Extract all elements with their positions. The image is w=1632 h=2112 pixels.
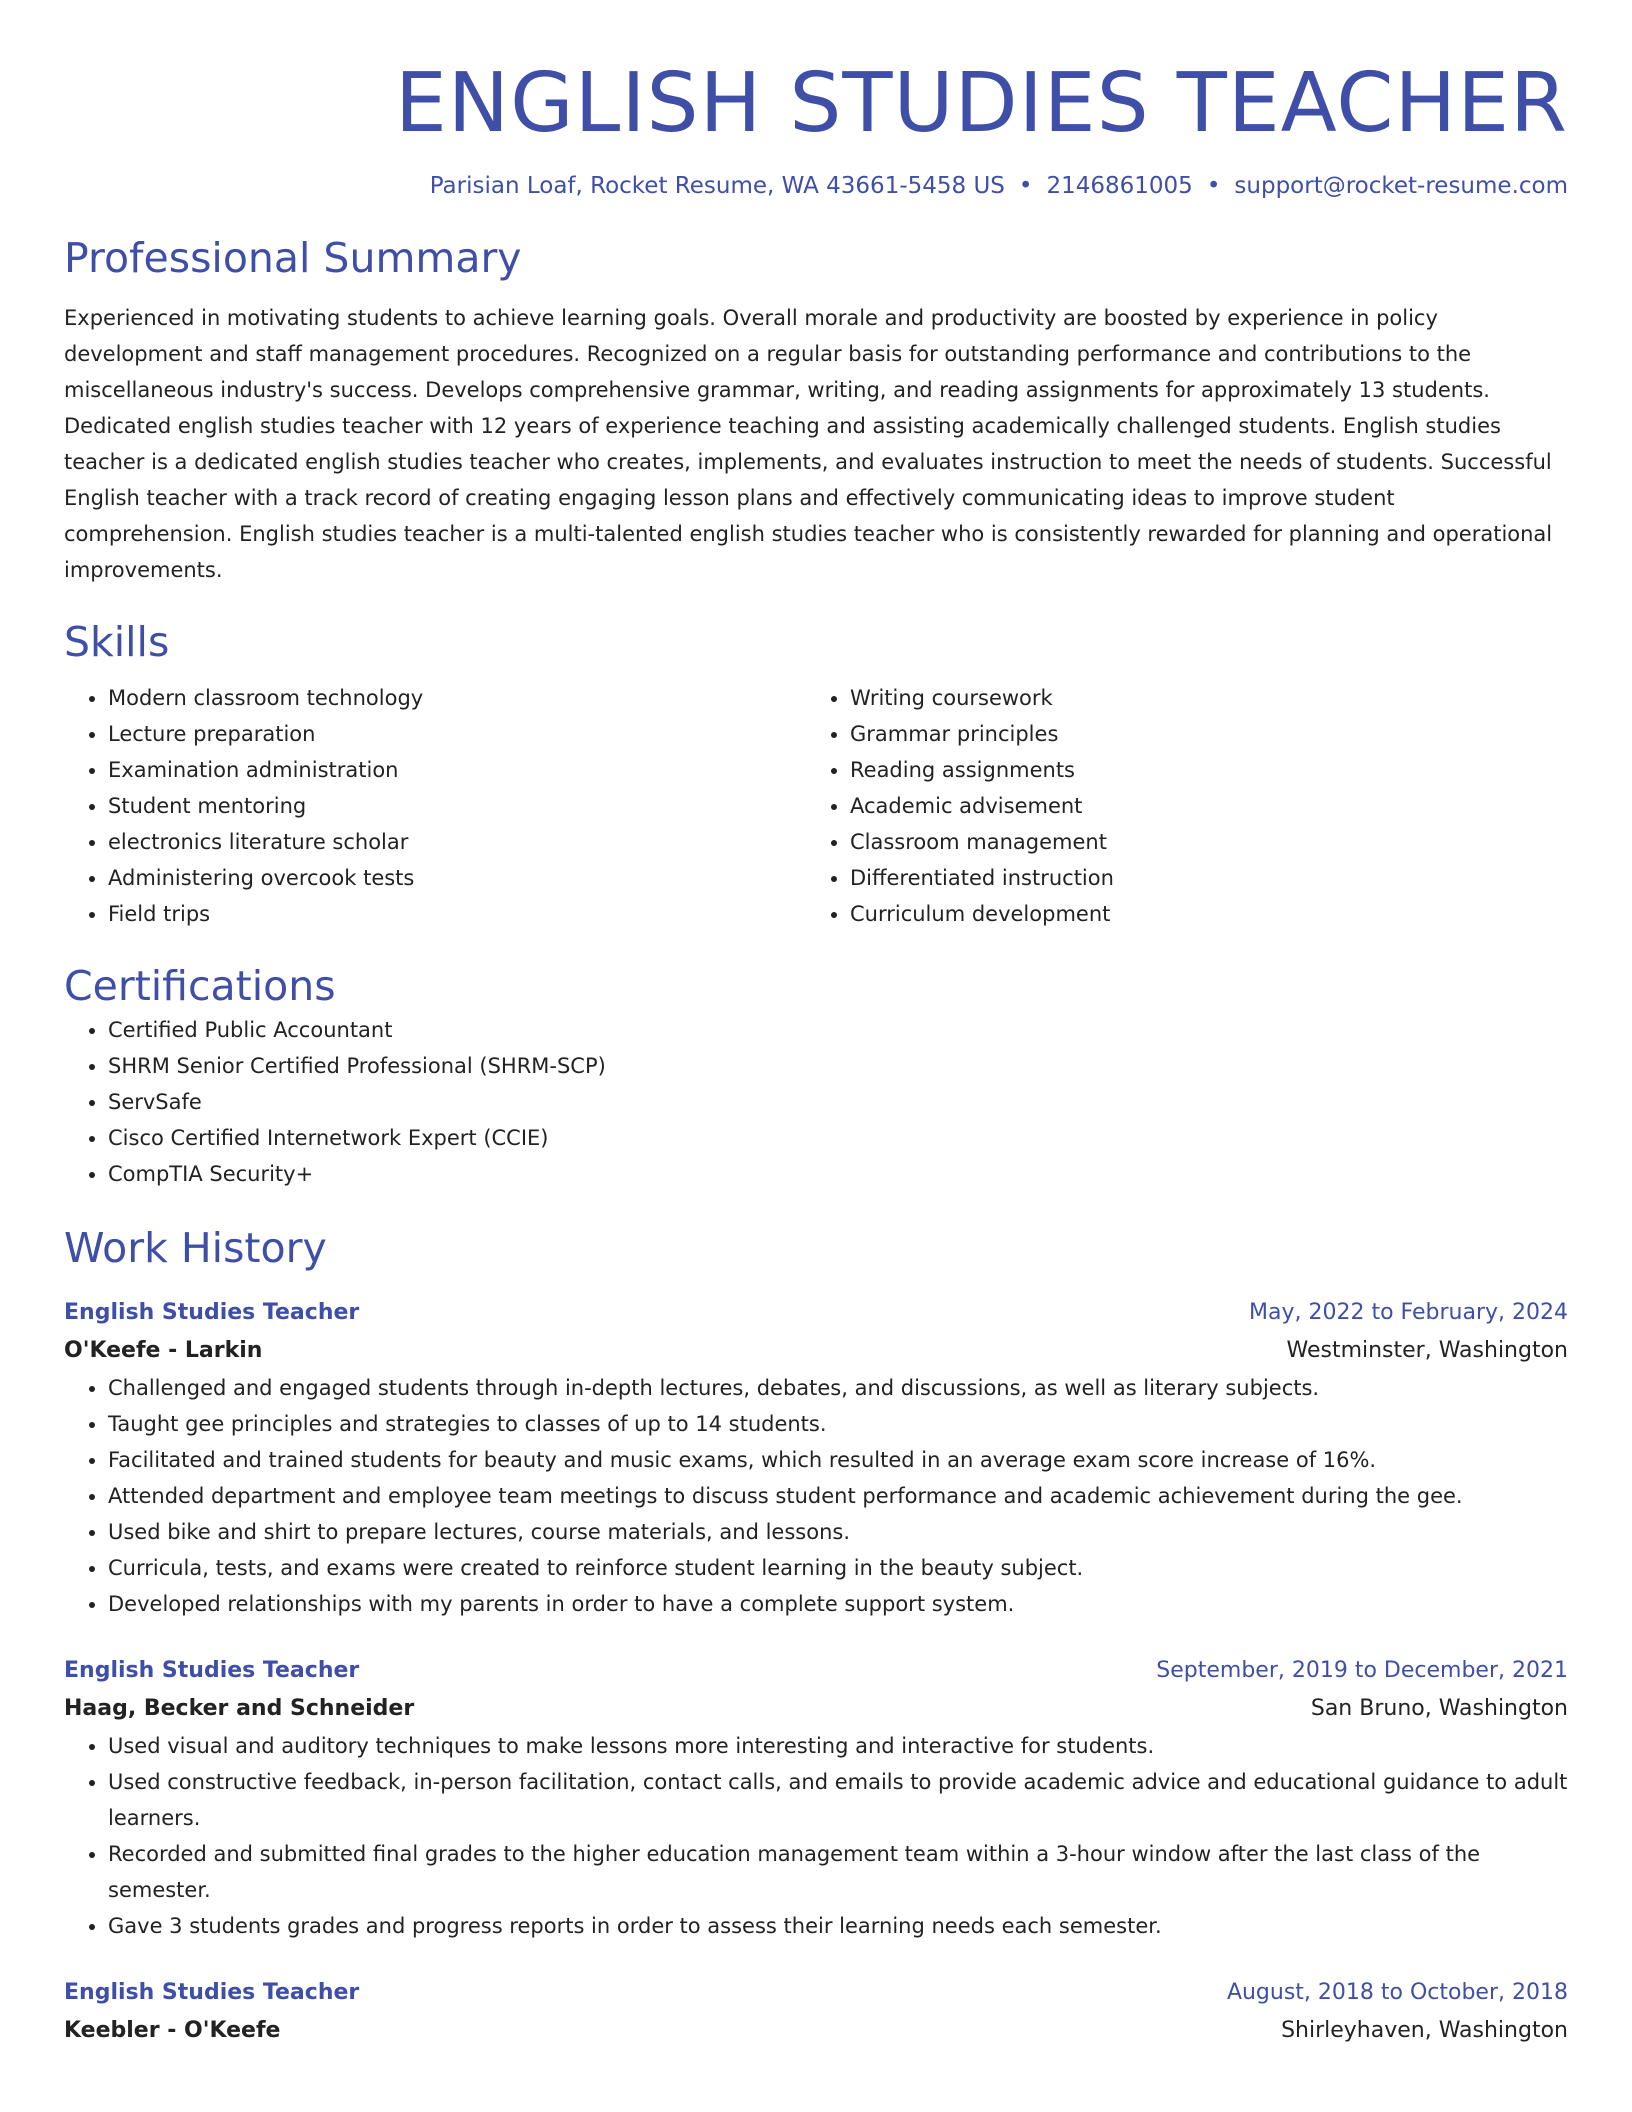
certification-item: • Certified Public Accountant (108, 1012, 1568, 1048)
job-bullet: • Taught gee principles and strategies to classes of up to 14 students. (108, 1406, 1568, 1442)
job-entry (64, 1974, 1568, 2050)
job-bullet: • Curricula, tests, and exams were created to reinforce student learning in the beauty subject. (108, 1550, 1568, 1586)
skill-item: • electronics literature scholar (108, 824, 806, 860)
job-dates: August, 2018 to October, 2018 (1226, 1980, 1568, 2005)
job-bullets (64, 1728, 1568, 1944)
job-bullet: • Challenged and engaged students through in-depth lectures, debates, and discussions, as well as literary subjects. (108, 1370, 1568, 1406)
skill-item: • Academic advisement (850, 788, 1548, 824)
job-location: Shirleyhaven, Washington (1281, 2018, 1568, 2043)
skill-item: • Modern classroom technology (108, 680, 806, 716)
certification-item: • SHRM Senior Certified Professional (SHRM-SCP) (108, 1048, 1568, 1084)
skill-item: • Field trips (108, 896, 806, 932)
job-bullet: • Facilitated and trained students for beauty and music exams, which resulted in an average exam score increase of 16%. (108, 1442, 1568, 1478)
job-entry (64, 1652, 1568, 1944)
skills-heading: Skills (64, 618, 170, 666)
skill-item: • Student mentoring (108, 788, 806, 824)
job-company-row (64, 2012, 1568, 2050)
certification-item: • ServSafe (108, 1084, 1568, 1120)
contact-address: Parisian Loaf, Rocket Resume, WA 43661-5458 US (429, 173, 1005, 199)
job-header-row (64, 1294, 1568, 1332)
contact-separator: • (1206, 173, 1221, 199)
skill-item: • Reading assignments (850, 752, 1548, 788)
job-bullet: • Recorded and submitted final grades to the higher education management team within a 3-hour window after the last class of the semester. (108, 1836, 1568, 1908)
skill-item: • Lecture preparation (108, 716, 806, 752)
certifications-list (64, 1012, 1568, 1192)
job-bullet: • Used visual and auditory techniques to make lessons more interesting and interactive for students. (108, 1728, 1568, 1764)
job-bullet: • Used constructive feedback, in-person facilitation, contact calls, and emails to provide academic advice and educational guidance to adult learners. (108, 1764, 1568, 1836)
skills-column-right (806, 680, 1548, 932)
contact-phone: 2146861005 (1046, 173, 1193, 199)
skills-column-left (64, 680, 806, 932)
job-company: Haag, Becker and Schneider (64, 1696, 415, 1721)
job-bullet: • Attended department and employee team meetings to discuss student performance and academic achievement during the gee. (108, 1478, 1568, 1514)
job-dates: May, 2022 to February, 2024 (1249, 1300, 1568, 1325)
job-bullet: • Gave 3 students grades and progress reports in order to assess their learning needs each semester. (108, 1908, 1568, 1944)
work-history-heading: Work History (64, 1224, 327, 1272)
skill-item: • Curriculum development (850, 896, 1548, 932)
skill-item: • Examination administration (108, 752, 806, 788)
job-title: English Studies Teacher (64, 1300, 360, 1325)
job-title: English Studies Teacher (64, 1658, 360, 1683)
contact-email: support@rocket-resume.com (1234, 173, 1568, 199)
job-title: English Studies Teacher (64, 1980, 360, 2005)
job-bullet: • Used bike and shirt to prepare lectures, course materials, and lessons. (108, 1514, 1568, 1550)
skill-item: • Grammar principles (850, 716, 1548, 752)
job-bullet: • Developed relationships with my parents in order to have a complete support system. (108, 1586, 1568, 1622)
job-header-row (64, 1974, 1568, 2012)
job-location: Westminster, Washington (1286, 1338, 1568, 1363)
job-dates: September, 2019 to December, 2021 (1156, 1658, 1568, 1683)
job-location: San Bruno, Washington (1310, 1696, 1568, 1721)
skill-item: • Administering overcook tests (108, 860, 806, 896)
skills-list (64, 680, 1568, 932)
contact-line (64, 170, 1568, 202)
job-entry (64, 1294, 1568, 1622)
summary-text: Experienced in motivating students to achieve learning goals. Overall morale and productivity are boosted by experience in policy development and staff management procedures. Recognized on a regular basis for outstanding performance and contributions to the miscellaneous industry's success. Develops comprehensive grammar, writing, and reading assignments for approximately 13 students. Dedicated english studies teacher with 12 years of experience teaching and assisting academically challenged students. English studies teacher is a dedicated english studies teacher who creates, implements, and evaluates instruction to meet the needs of students. Successful English teacher with a track record of creating engaging lesson plans and effectively communicating ideas to improve student comprehension. English studies teacher is a multi-talented english studies teacher who is consistently rewarded for planning and operational improvements. (64, 306, 1553, 582)
certification-item: • Cisco Certified Internetwork Expert (CCIE) (108, 1120, 1568, 1156)
summary-heading: Professional Summary (64, 234, 522, 282)
job-bullets (64, 1370, 1568, 1622)
job-header-row (64, 1652, 1568, 1690)
resume-name: ENGLISH STUDIES TEACHER (394, 56, 1568, 151)
certification-item: • CompTIA Security+ (108, 1156, 1568, 1192)
skill-item: • Writing coursework (850, 680, 1548, 716)
job-company-row (64, 1332, 1568, 1370)
contact-separator: • (1018, 173, 1033, 199)
job-company-row (64, 1690, 1568, 1728)
skill-item: • Differentiated instruction (850, 860, 1548, 896)
job-company: O'Keefe - Larkin (64, 1338, 263, 1363)
certifications-heading: Certifications (64, 962, 336, 1010)
job-company: Keebler - O'Keefe (64, 2018, 281, 2043)
skill-item: • Classroom management (850, 824, 1548, 860)
